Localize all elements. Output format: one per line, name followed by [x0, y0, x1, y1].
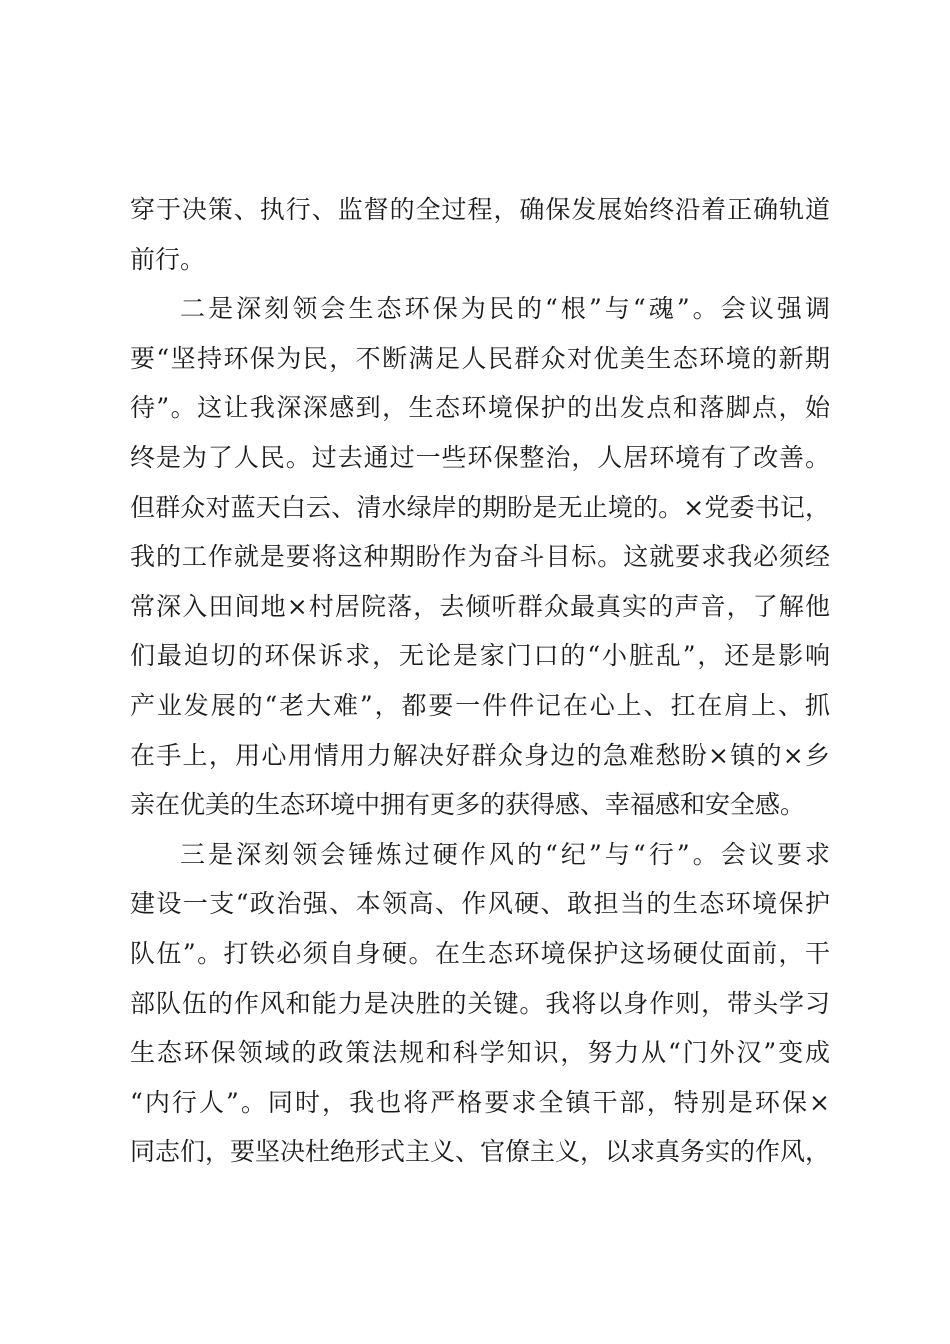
text-line: 们最迫切的环保诉求，无论是家门口的“小脏乱”，还是影响 — [130, 641, 830, 671]
paragraph-start-line: 三是深刻领会锤炼过硬作风的“纪”与“行”。会议要求 — [180, 839, 830, 869]
text-line: 常深入田间地×村居院落，去倾听群众最真实的声音，了解他 — [130, 591, 830, 621]
text-line: 待”。这让我深深感到，生态环境保护的出发点和落脚点，始 — [130, 393, 830, 423]
text-line: 同志们，要坚决杜绝形式主义、官僚主义，以求真务实的作风， — [130, 1137, 830, 1167]
paragraph-start-line: 二是深刻领会生态环保为民的“根”与“魂”。会议强调 — [180, 294, 830, 324]
text-line: 部队伍的作风和能力是决胜的关键。我将以身作则，带头学习 — [130, 988, 830, 1018]
text-line: 亲在优美的生态环境中拥有更多的获得感、幸福感和安全感。 — [130, 790, 806, 820]
text-line: 终是为了人民。过去通过一些环保整治，人居环境有了改善。 — [130, 442, 830, 472]
text-line: 前行。 — [130, 244, 206, 274]
text-line: 但群众对蓝天白云、清水绿岸的期盼是无止境的。×党委书记， — [130, 492, 830, 522]
text-line: 穿于决策、执行、监督的全过程，确保发展始终沿着正确轨道 — [130, 195, 830, 224]
text-line: 要“坚持环保为民，不断满足人民群众对优美生态环境的新期 — [130, 343, 830, 373]
document-body — [130, 185, 830, 1177]
text-line: 建设一支“政治强、本领高、作风硬、敢担当的生态环境保护 — [130, 889, 830, 919]
text-line: 队伍”。打铁必须自身硬。在生态环境保护这场硬仗面前，干 — [130, 938, 830, 968]
text-line: “内行人”。同时，我也将严格要求全镇干部，特别是环保× — [130, 1087, 830, 1117]
text-line: 我的工作就是要将这种期盼作为奋斗目标。这就要求我必须经 — [130, 542, 830, 572]
text-line: 生态环保领域的政策法规和科学知识，努力从“门外汉”变成 — [130, 1038, 830, 1068]
text-line: 在手上，用心用情用力解决好群众身边的急难愁盼×镇的×乡 — [130, 740, 830, 770]
text-line: 产业发展的“老大难”，都要一件件记在心上、扛在肩上、抓 — [130, 690, 830, 720]
